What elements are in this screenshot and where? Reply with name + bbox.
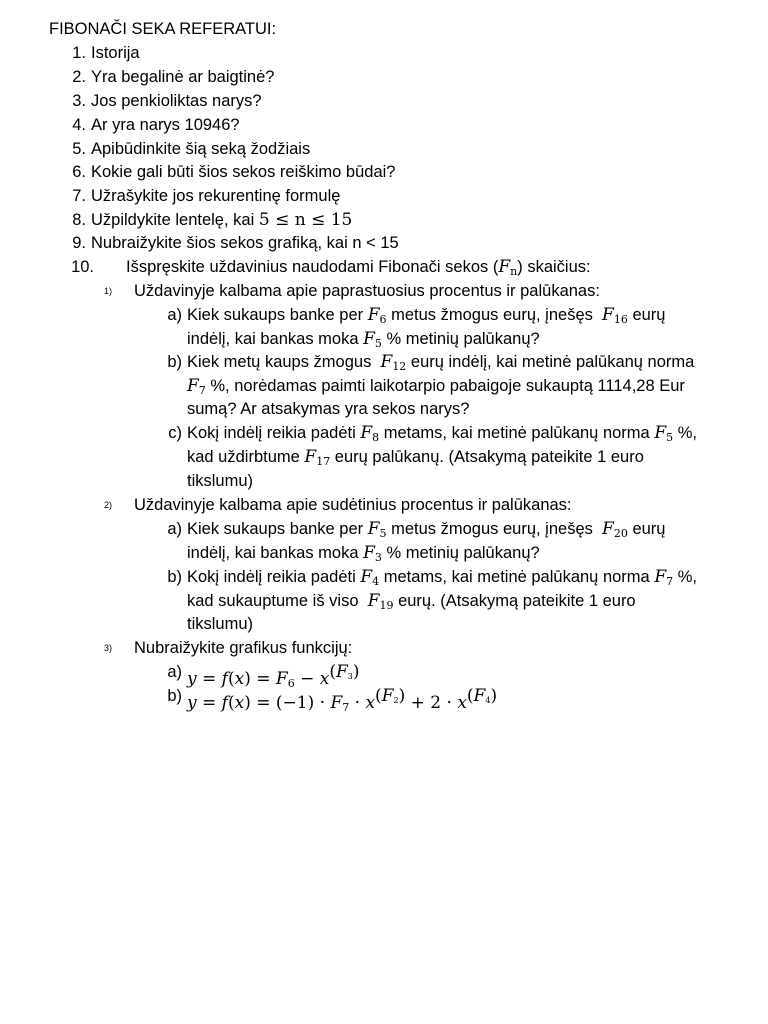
section-number: 3) xyxy=(104,643,113,653)
function-formula-a: $y = f(x) = F_6 - x^{(F_3)}$ xyxy=(187,662,360,690)
fib-F5: $F_5$ xyxy=(363,329,382,350)
section-heading: Uždavinyje kalbama apie paprastuosius procentus ir palūkanas: xyxy=(134,282,600,300)
list-number: 9. xyxy=(72,234,86,252)
list-number: 4. xyxy=(72,116,86,134)
subitem-text xyxy=(187,566,697,593)
list-number: 2. xyxy=(72,68,86,86)
list-number: 1. xyxy=(72,44,86,62)
subitem-letter: c) xyxy=(168,424,182,442)
text-part: eurų indėlį, kai metinė palūkanų norma xyxy=(410,353,695,371)
list-number: 3. xyxy=(72,92,86,110)
list-item-text: Nubraižykite šios sekos grafiką, kai n < 15 xyxy=(91,234,399,252)
document-title: FIBONAČI SEKA REFERATUI: xyxy=(49,20,277,38)
subitem-text: sumą? Ar atsakymas yra sekos narys? xyxy=(187,400,470,418)
list-item-text: Yra begalinė ar baigtinė? xyxy=(91,68,275,86)
list-number: 8. xyxy=(72,211,86,229)
list-item-text: Jos penkioliktas narys? xyxy=(91,92,262,110)
fib-F5: $F_5$ xyxy=(367,519,387,540)
fib-F7: $F_7$ xyxy=(187,376,206,397)
text-part: % metinių palūkanų? xyxy=(386,330,540,348)
subitem-text xyxy=(187,590,636,617)
text-part: metams, kai metinė palūkanų norma xyxy=(383,424,650,442)
subitem-letter: a) xyxy=(167,520,182,538)
text-part: Kiek sukaups banke per xyxy=(187,306,364,324)
text-part: eurų xyxy=(632,520,666,538)
fib-F16: $F_{16}$ xyxy=(602,305,628,326)
section-number: 1) xyxy=(104,286,113,296)
fib-F19: $F_{19}$ xyxy=(367,591,394,612)
item10-text-end: ) skaičius: xyxy=(517,258,591,276)
subitem-text xyxy=(187,446,644,473)
text-part: Kokį indėlį reikia padėti xyxy=(187,424,356,442)
fib-F6: $F_6$ xyxy=(367,305,387,326)
text-part: eurų xyxy=(632,306,666,324)
list-item-text: Kokie gali būti šios sekos reiškimo būdai? xyxy=(91,163,396,181)
list-item-text xyxy=(91,209,352,231)
text-part: Kokį indėlį reikia padėti xyxy=(187,568,356,586)
text-part: eurų. (Atsakymą pateikite 1 euro xyxy=(398,592,636,610)
text-part: metus žmogus eurų, įnešęs xyxy=(391,520,593,538)
list-item-text xyxy=(126,256,591,283)
section-heading: Nubraižykite grafikus funkcijų: xyxy=(134,639,353,657)
subitem-letter: b) xyxy=(167,353,182,371)
fib-F3: $F_3$ xyxy=(363,543,382,564)
list-item-text: Apibūdinkite šią seką žodžiais xyxy=(91,140,311,158)
subitem-text: tikslumu) xyxy=(187,615,254,633)
fib-F4: $F_4$ xyxy=(360,567,380,588)
subitem-text: tikslumu) xyxy=(187,472,254,490)
subitem-letter: b) xyxy=(167,568,182,586)
text-part: % metinių palūkanų? xyxy=(386,544,540,562)
subitem-text xyxy=(187,518,665,545)
text-part: %, norėdamas paimti laikotarpio pabaigoje sukauptą 1114,28 Eur xyxy=(210,377,685,395)
list-number: 10. xyxy=(71,258,94,276)
subitem-letter: a) xyxy=(167,306,182,324)
fib-F7: $F_7$ xyxy=(654,567,674,588)
subitem-text xyxy=(187,542,540,569)
fib-F5: $F_5$ xyxy=(654,423,674,444)
inequality-math: 5 ≤ n ≤ 15 xyxy=(258,210,353,230)
section-number: 2) xyxy=(104,500,113,510)
fib-F20: $F_{20}$ xyxy=(602,519,628,540)
fib-F8: $F_8$ xyxy=(360,423,380,444)
text-part: %, xyxy=(677,568,697,586)
text-part: metus žmogus eurų, įnešęs xyxy=(391,306,593,324)
list-item-text: Ar yra narys 10946? xyxy=(91,116,240,134)
fib-symbol-Fn: $F_n$ xyxy=(498,257,518,278)
list-number: 6. xyxy=(72,163,86,181)
text-part: Kiek sukaups banke per xyxy=(187,520,364,538)
fib-F12: $F_{12}$ xyxy=(380,352,407,373)
text-part: %, xyxy=(677,424,697,442)
subitem-text xyxy=(187,351,694,378)
list-item-text: Užrašykite jos rekurentinę formulę xyxy=(91,187,341,205)
fib-F17: $F_{17}$ xyxy=(304,447,331,468)
text-part: indėlį, kai bankas moka xyxy=(187,544,359,562)
text-part: kad sukauptume iš viso xyxy=(187,592,359,610)
item10-text-start: Išspręskite uždavinius naudodami Fibonači sekos ( xyxy=(126,258,499,276)
text-part: indėlį, kai bankas moka xyxy=(187,330,359,348)
list-item-text: Istorija xyxy=(91,44,140,62)
subitem-text xyxy=(187,422,697,449)
text-part: metams, kai metinė palūkanų norma xyxy=(383,568,650,586)
text-part: eurų palūkanų. (Atsakymą pateikite 1 euro xyxy=(334,448,644,466)
subitem-letter: a) xyxy=(167,663,182,681)
text-part: kad uždirbtume xyxy=(187,448,300,466)
function-formula-b: $y = f(x) = (-1) \cdot F_7 \cdot x^{(F_2)} + 2 \cdot x^{(F_4)}$ xyxy=(187,686,498,714)
list-item-text-part: Užpildykite lentelę, kai xyxy=(91,211,255,229)
list-number: 7. xyxy=(72,187,86,205)
list-number: 5. xyxy=(72,140,86,158)
subitem-text xyxy=(187,304,665,331)
section-heading: Uždavinyje kalbama apie sudėtinius procentus ir palūkanas: xyxy=(134,496,572,514)
text-part: Kiek metų kaups žmogus xyxy=(187,353,372,371)
subitem-letter: b) xyxy=(167,687,182,705)
